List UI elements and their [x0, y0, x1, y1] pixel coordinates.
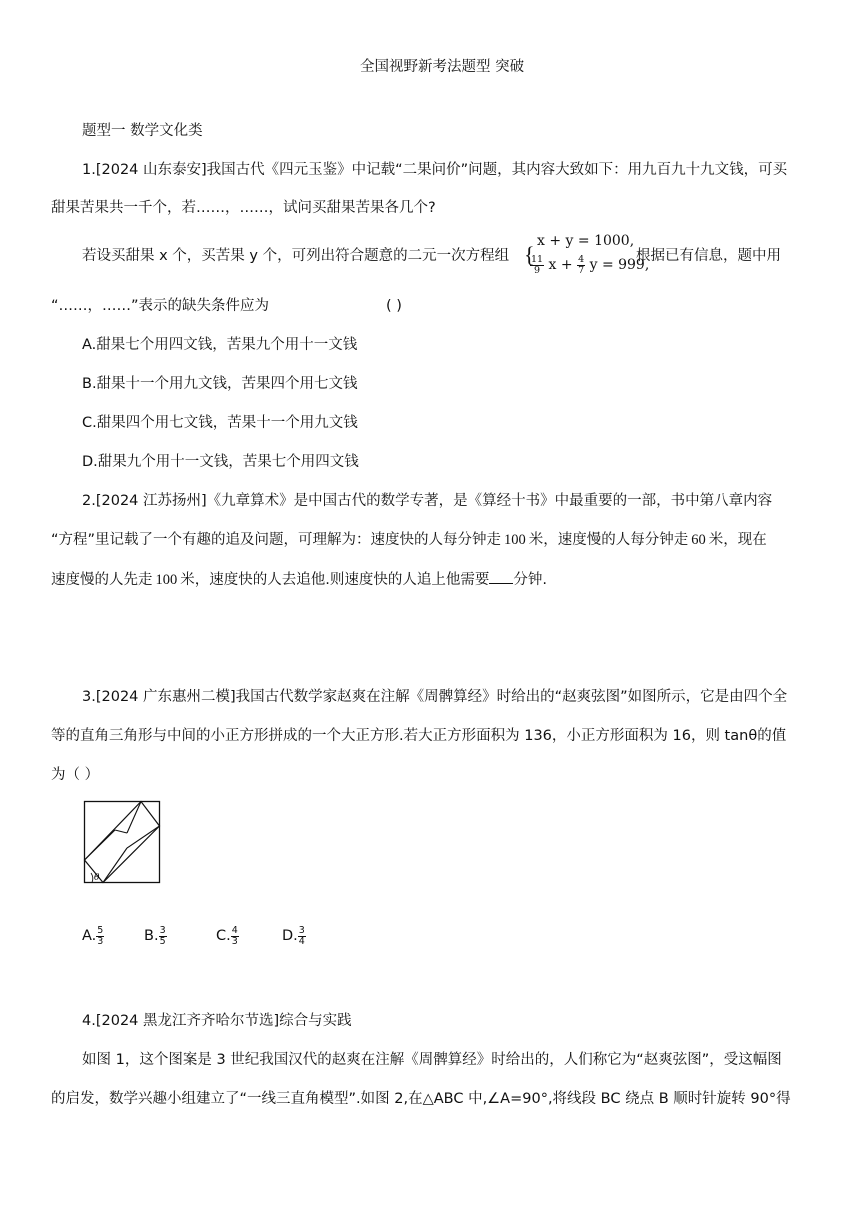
- section-title: 题型一 数学文化类: [82, 123, 203, 139]
- zhao-shuang-diagram: [83, 800, 163, 886]
- q3-line-1: 3.[2024 广东惠州二模]我国古代数学家赵爽在注解《周髀算经》时给出的“赵爽弦图”如图所示，它是由四个全: [82, 689, 788, 705]
- theta-label: θ: [94, 873, 100, 883]
- eq2-end: y = 999,: [589, 257, 650, 273]
- q1-line-2: 甜果苦果共一千个，若……，……，试问买甜果苦果各几个?: [51, 200, 436, 216]
- equation-1: x + y = 1000,: [537, 233, 635, 249]
- q1-line-4: “……，……”表示的缺失条件应为: [51, 298, 270, 314]
- q4-line-1: 4.[2024 黑龙江齐齐哈尔节选]综合与实践: [82, 1013, 352, 1029]
- option-b: B.甜果十一个用九文钱，苦果四个用七文钱: [82, 376, 358, 392]
- option-a: A.甜果七个用四文钱，苦果九个用十一文钱: [82, 337, 358, 353]
- eq2-mid: x +: [548, 257, 573, 273]
- q4-line-2: 如图 1，这个图案是 3 世纪我国汉代的赵爽在注解《周髀算经》时给出的，人们称它为“赵爽弦图”，受这幅图: [82, 1052, 782, 1068]
- page-header: 全国视野新考法题型 突破: [360, 59, 525, 75]
- q3-option-d: D. $\frac{3}{4}$: [282, 924, 305, 947]
- q3-option-c: C. $\frac{4}{3}$: [216, 924, 238, 947]
- q1-line-1: 1.[2024 山东泰安]我国古代《四元玉鉴》中记载“二果问价”问题，其内容大致如下：用九百九十九文钱，可买: [82, 162, 788, 178]
- q3-line-3: 为（ ）: [51, 767, 100, 783]
- q2-line-1: 2.[2024 江苏扬州]《九章算术》是中国古代的数学专著，是《算经十书》中最重要的一部，书中第八章内容: [82, 493, 773, 509]
- q3-option-a: A. $\frac{5}{3}$: [82, 924, 104, 947]
- q4-line-3: 的启发，数学兴趣小组建立了“一线三直角模型”.如图 2,在△ABC 中,∠A=90°,将线段 BC 绕点 B 顺时针旋转 90°得: [51, 1091, 791, 1107]
- option-c: C.甜果四个用七文钱，苦果十一个用九文钱: [82, 415, 358, 431]
- q3-option-b: B. $\frac{3}{5}$: [144, 924, 166, 947]
- q2-line-2: “方程”里记载了一个有趣的追及问题，可理解为：速度快的人每分钟走 100 米，速度慢的人每分钟走 60 米，现在: [51, 532, 767, 548]
- answer-paren: ( ): [386, 298, 402, 314]
- fraction-4-7: $\frac{4}{7}$: [578, 253, 585, 276]
- equation-2: [530, 253, 649, 277]
- option-d: D.甜果九个用十一文钱，苦果七个用四文钱: [82, 454, 359, 470]
- q1-line-3-suffix: 根据已有信息，题中用: [636, 248, 781, 264]
- fraction-11-9: $\frac{11}{9}$: [531, 253, 544, 276]
- equation-brace: {: [524, 242, 535, 267]
- q2-line-3: 速度慢的人先走 100 米，速度快的人去追他.则速度快的人追上他需要 分钟.: [51, 569, 547, 590]
- answer-blank: [489, 569, 513, 584]
- q1-line-3-prefix: 若设买甜果 x 个，买苦果 y 个，可列出符合题意的二元一次方程组: [82, 248, 510, 264]
- q3-line-2: 等的直角三角形与中间的小正方形拼成的一个大正方形.若大正方形面积为 136，小正方形面积为 16，则 tanθ的值: [51, 728, 787, 744]
